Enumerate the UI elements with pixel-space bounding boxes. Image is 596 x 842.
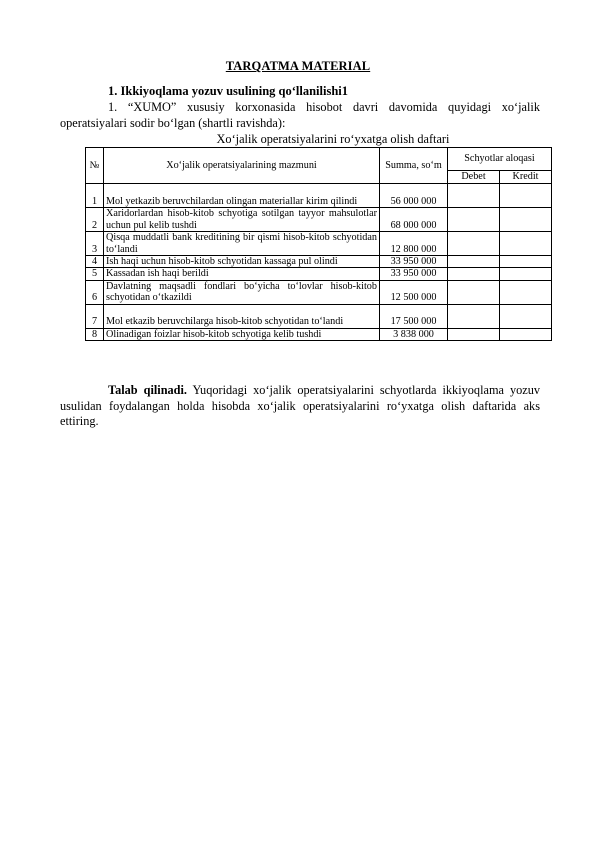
row-debit-cell xyxy=(448,256,500,268)
intro-paragraph: 1. “XUMO” xususiy korxonasida hisobot davri davomida quyidagi xo‘jalik operatsiyalari sodir bo‘lgan (shartli ravishda): xyxy=(60,100,540,130)
header-debit: Debet xyxy=(448,171,500,184)
table-row xyxy=(86,280,552,304)
row-description: Kassadan ish haqi berildi xyxy=(104,268,380,280)
row-number: 2 xyxy=(86,208,104,232)
row-credit-cell xyxy=(500,304,552,328)
row-debit-cell xyxy=(448,268,500,280)
header-accounts: Schyotlar aloqasi xyxy=(448,148,552,171)
row-debit-cell xyxy=(448,328,500,340)
header-credit: Kredit xyxy=(500,171,552,184)
table-row xyxy=(86,304,552,328)
row-description: Mol etkazib beruvchilarga hisob-kitob schyotidan to‘landi xyxy=(104,304,380,328)
row-debit-cell xyxy=(448,304,500,328)
row-credit-cell xyxy=(500,328,552,340)
table-row xyxy=(86,268,552,280)
row-number: 5 xyxy=(86,268,104,280)
row-amount: 68 000 000 xyxy=(380,208,448,232)
row-credit-cell xyxy=(500,280,552,304)
row-credit-cell xyxy=(500,256,552,268)
row-credit-cell xyxy=(500,184,552,208)
row-debit-cell xyxy=(448,280,500,304)
table-row xyxy=(86,208,552,232)
task-label: Talab qilinadi. xyxy=(108,383,188,397)
document-title: TARQATMA MATERIAL xyxy=(225,59,371,73)
row-debit-cell xyxy=(448,208,500,232)
row-description: Olinadigan foizlar hisob-kitob schyotiga kelib tushdi xyxy=(104,328,380,340)
row-number: 6 xyxy=(86,280,104,304)
row-amount: 56 000 000 xyxy=(380,184,448,208)
row-credit-cell xyxy=(500,232,552,256)
table-caption: Xo‘jalik operatsiyalarini ro‘yxatga olish daftari xyxy=(216,132,450,146)
row-number: 3 xyxy=(86,232,104,256)
row-debit-cell xyxy=(448,184,500,208)
table-row xyxy=(86,184,552,208)
row-number: 7 xyxy=(86,304,104,328)
row-amount: 12 800 000 xyxy=(380,232,448,256)
row-credit-cell xyxy=(500,268,552,280)
row-number: 4 xyxy=(86,256,104,268)
row-amount: 33 950 000 xyxy=(380,268,448,280)
row-amount: 33 950 000 xyxy=(380,256,448,268)
task-paragraph xyxy=(60,383,540,430)
row-credit-cell xyxy=(500,208,552,232)
row-description: Davlatning maqsadli fondlari bo‘yicha to‘lovlar hisob-kitob schyotidan o‘tkazildi xyxy=(104,280,380,304)
table-row xyxy=(86,256,552,268)
row-amount: 17 500 000 xyxy=(380,304,448,328)
table-row xyxy=(86,328,552,340)
row-number: 1 xyxy=(86,184,104,208)
task-text: Yuqoridagi xo‘jalik operatsiyalarini schyotlarda ikkiyoqlama yozuv usulidan foydalangan holda hisobda xo‘jalik operatsiyalarini ro‘yxatga olish daftarida aks ettiring. xyxy=(60,383,540,428)
header-description: Xo‘jalik operatsiyalarining mazmuni xyxy=(104,148,380,184)
row-description: Xaridorlardan hisob-kitob schyotiga sotilgan tayyor mahsulotlar uchun pul kelib tushdi xyxy=(104,208,380,232)
section-heading: 1. Ikkiyoqlama yozuv usulining qo‘llanilishi1 xyxy=(108,84,349,98)
operations-ledger-table xyxy=(85,147,552,341)
header-amount: Summa, so‘m xyxy=(380,148,448,184)
row-debit-cell xyxy=(448,232,500,256)
table-row xyxy=(86,232,552,256)
row-amount: 12 500 000 xyxy=(380,280,448,304)
row-description: Mol yetkazib beruvchilardan olingan materiallar kirim qilindi xyxy=(104,184,380,208)
row-description: Ish haqi uchun hisob-kitob schyotidan kassaga pul olindi xyxy=(104,256,380,268)
header-number: № xyxy=(86,148,104,184)
row-amount: 3 838 000 xyxy=(380,328,448,340)
row-number: 8 xyxy=(86,328,104,340)
row-description: Qisqa muddatli bank kreditining bir qismi hisob-kitob schyotidan to‘landi xyxy=(104,232,380,256)
